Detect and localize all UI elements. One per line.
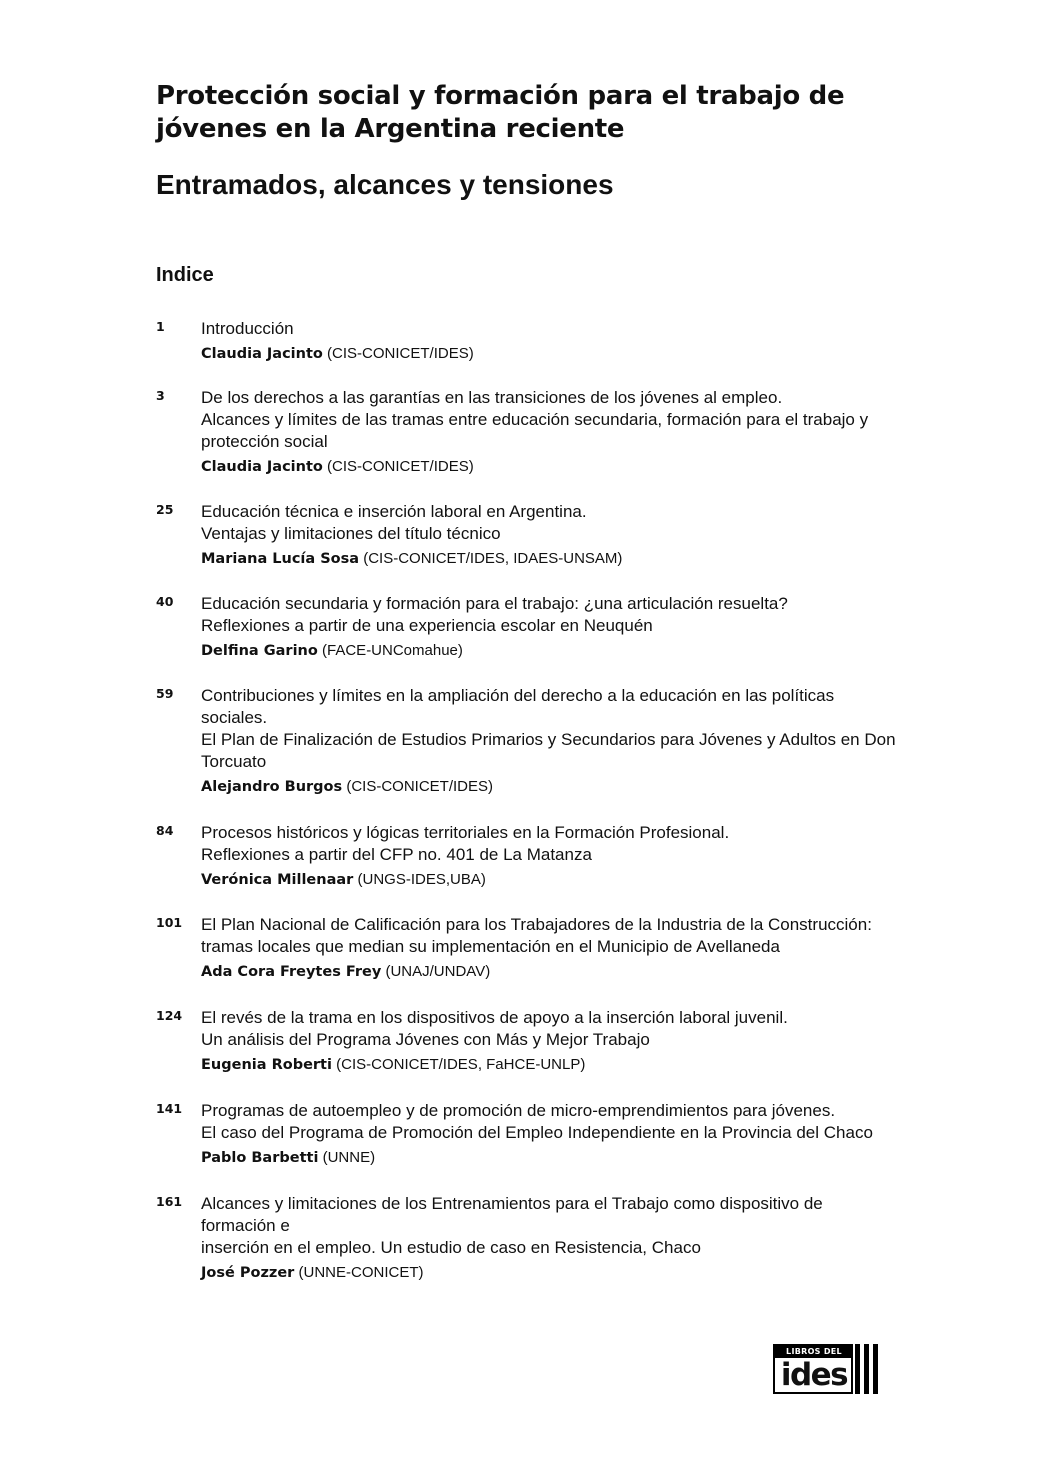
toc-entry-title-line: El Plan Nacional de Calificación para los Trabajadores de la Industria de la Construcción:	[201, 915, 872, 934]
toc-entry-title-line: Introducción	[201, 319, 294, 338]
toc-entry-author	[201, 962, 896, 982]
toc-entry-author	[201, 1263, 896, 1283]
toc-entry	[156, 318, 896, 364]
author-affiliation: (UNNE-CONICET)	[298, 1264, 424, 1281]
toc-page-number: 40	[156, 594, 174, 609]
toc-entry-title	[201, 914, 896, 958]
author-affiliation: (CIS-CONICET/IDES, IDAES-UNSAM)	[363, 550, 623, 567]
toc-page-number: 124	[156, 1008, 183, 1023]
toc-entry-author	[201, 1148, 896, 1168]
toc-entry-title-line: protección social	[201, 432, 328, 451]
toc-entry-author	[201, 870, 896, 890]
author-affiliation: (UNNE)	[322, 1149, 376, 1166]
toc-entry-title-line: Alcances y limitaciones de los Entrenamientos para el Trabajo como dispositivo de formación e	[201, 1194, 823, 1235]
toc-entry-title-line: Ventajas y limitaciones del título técnico	[201, 524, 501, 543]
book-subtitle: Entramados, alcances y tensiones	[156, 169, 614, 200]
toc-entry	[156, 914, 896, 982]
author-affiliation: (UNGS-IDES,UBA)	[357, 871, 486, 888]
toc-entry-author	[201, 777, 896, 797]
toc-entry-title-line: Reflexiones a partir del CFP no. 401 de La Matanza	[201, 845, 592, 864]
toc-entry-author	[201, 1055, 896, 1075]
toc-entry	[156, 387, 896, 477]
toc-entry-title	[201, 318, 896, 340]
toc-entry-title-line: El Plan de Finalización de Estudios Primarios y Secundarios para Jóvenes y Adultos en Don	[201, 730, 896, 749]
toc-entry	[156, 685, 896, 797]
toc-page-number: 25	[156, 502, 174, 517]
logo-bars-icon	[855, 1344, 879, 1394]
toc-entry-author	[201, 549, 896, 569]
toc-entry-title	[201, 822, 896, 866]
author-affiliation: (CIS-CONICET/IDES)	[346, 778, 493, 795]
toc-page-number: 1	[156, 319, 165, 334]
author-affiliation: (CIS-CONICET/IDES)	[327, 458, 474, 475]
toc-page-number: 84	[156, 823, 174, 838]
author-affiliation: (UNAJ/UNDAV)	[385, 963, 491, 980]
toc-entry-author	[201, 344, 896, 364]
toc-entry-title-line: inserción en el empleo. Un estudio de caso en Resistencia, Chaco	[201, 1238, 701, 1257]
toc-entry-title-line: Un análisis del Programa Jóvenes con Más y Mejor Trabajo	[201, 1030, 650, 1049]
toc-entry-title-line: tramas locales que median su implementación en el Municipio de Avellaneda	[201, 937, 780, 956]
toc-entry-title-line: Programas de autoempleo y de promoción de micro-emprendimientos para jóvenes.	[201, 1101, 836, 1120]
logo-band-text: LIBROS DEL	[775, 1346, 853, 1358]
index-heading: Indice	[156, 264, 214, 286]
toc-entry-title-line: Reflexiones a partir de una experiencia escolar en Neuquén	[201, 616, 653, 635]
author-name: Verónica Millenaar	[201, 872, 354, 888]
author-affiliation: (CIS-CONICET/IDES)	[327, 345, 474, 362]
author-name: Ada Cora Freytes Frey	[201, 964, 382, 980]
author-name: Eugenia Roberti	[201, 1057, 332, 1073]
toc-entry-title-line: Torcuato	[201, 752, 267, 771]
toc-entry-title	[201, 593, 896, 637]
logo-word: ides	[780, 1357, 848, 1393]
toc-entry-title	[201, 387, 896, 453]
toc-page-number: 101	[156, 915, 183, 930]
toc-page-number: 141	[156, 1101, 183, 1116]
author-name: Mariana Lucía Sosa	[201, 551, 360, 567]
toc-entry-author	[201, 641, 896, 661]
toc-entry-title-line: Educación secundaria y formación para el trabajo: ¿una articulación resuelta?	[201, 594, 788, 613]
author-name: Alejandro Burgos	[201, 779, 343, 795]
book-title-line-1: Protección social y formación para el trabajo de	[156, 81, 845, 111]
author-name: Claudia Jacinto	[201, 346, 323, 362]
toc-entry	[156, 593, 896, 661]
toc-entry	[156, 1007, 896, 1075]
toc-entry-title	[201, 1100, 896, 1144]
toc-page-number: 161	[156, 1194, 183, 1209]
author-name: Claudia Jacinto	[201, 459, 323, 475]
toc-entry-title-line: Procesos históricos y lógicas territoriales en la Formación Profesional.	[201, 823, 730, 842]
libros-del-ides-logo	[773, 1344, 879, 1394]
table-of-contents	[156, 318, 896, 1283]
author-name: José Pozzer	[201, 1265, 295, 1281]
toc-entry	[156, 822, 896, 890]
toc-entry-title	[201, 1193, 896, 1259]
toc-page-number: 59	[156, 686, 174, 701]
toc-entry-title	[201, 1007, 896, 1051]
toc-entry-title-line: De los derechos a las garantías en las transiciones de los jóvenes al empleo.	[201, 388, 783, 407]
toc-entry-title	[201, 685, 896, 773]
toc-entry-title-line: El revés de la trama en los dispositivos de apoyo a la inserción laboral juvenil.	[201, 1008, 788, 1027]
book-title	[156, 80, 896, 146]
toc-entry	[156, 1100, 896, 1168]
toc-entry-title-line: Contribuciones y límites en la ampliación del derecho a la educación en las políticas sociales.	[201, 686, 835, 727]
author-affiliation: (CIS-CONICET/IDES, FaHCE-UNLP)	[336, 1056, 586, 1073]
toc-entry-title-line: Educación técnica e inserción laboral en Argentina.	[201, 502, 587, 521]
toc-entry-author	[201, 457, 896, 477]
toc-entry	[156, 1193, 896, 1283]
book-title-line-2: jóvenes en la Argentina reciente	[156, 114, 625, 144]
author-name: Pablo Barbetti	[201, 1150, 319, 1166]
logo-box	[773, 1344, 853, 1394]
toc-page-number: 3	[156, 388, 165, 403]
author-affiliation: (FACE-UNComahue)	[322, 642, 463, 659]
toc-entry-title-line: Alcances y límites de las tramas entre educación secundaria, formación para el trabajo y	[201, 410, 869, 429]
author-name: Delfina Garino	[201, 643, 318, 659]
toc-entry	[156, 501, 896, 569]
toc-entry-title-line: El caso del Programa de Promoción del Empleo Independiente en la Provincia del Chaco	[201, 1123, 873, 1142]
toc-entry-title	[201, 501, 896, 545]
